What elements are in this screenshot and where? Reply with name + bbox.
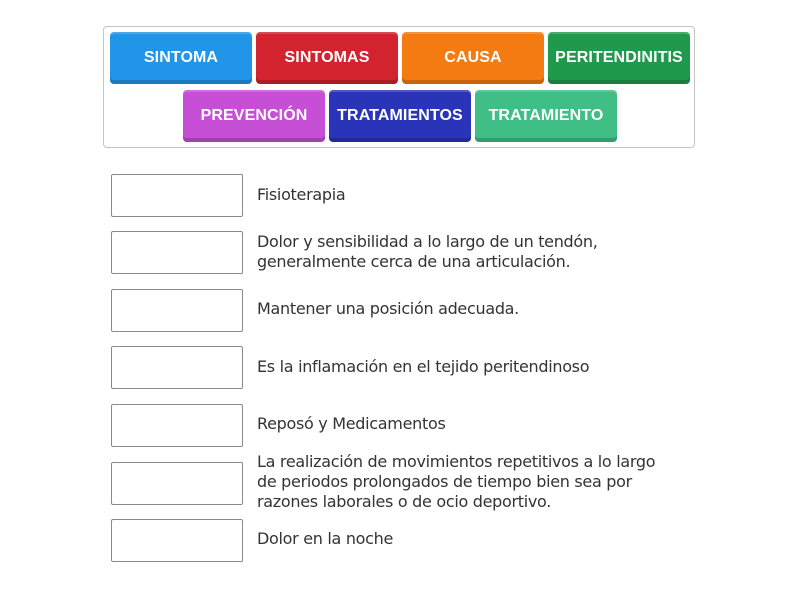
chip-peritendinitis[interactable]: PERITENDINITIS: [548, 32, 690, 84]
chip-tratamientos[interactable]: TRATAMIENTOS: [329, 90, 471, 142]
item-text-4: Es la inflamación en el tejido peritendinoso: [257, 357, 590, 376]
drop-zone-7[interactable]: [111, 519, 243, 562]
drop-zone-1[interactable]: [111, 174, 243, 217]
drop-zone-5[interactable]: [111, 404, 243, 447]
chip-sintomas[interactable]: SINTOMAS: [256, 32, 398, 84]
item-text-5: Reposó y Medicamentos: [257, 414, 446, 433]
chip-tratamiento[interactable]: TRATAMIENTO: [475, 90, 617, 142]
drop-zone-4[interactable]: [111, 346, 243, 389]
item-text-3: Mantener una posición adecuada.: [257, 299, 519, 318]
item-text-2: Dolor y sensibilidad a lo largo de un tendón, generalmente cerca de una articulación.: [257, 232, 598, 271]
item-text-6: La realización de movimientos repetitivos a lo largo de periodos prolongados de tiempo bien sea por razones laborales o de ocio deportivo.: [257, 452, 656, 511]
drop-zone-6[interactable]: [111, 462, 243, 505]
drop-zone-2[interactable]: [111, 231, 243, 274]
drop-zone-3[interactable]: [111, 289, 243, 332]
chip-prevencion[interactable]: PREVENCIÓN: [183, 90, 325, 142]
chip-causa[interactable]: CAUSA: [402, 32, 544, 84]
item-text-7: Dolor en la noche: [257, 529, 394, 548]
chip-sintoma[interactable]: SINTOMA: [110, 32, 252, 84]
item-text-1: Fisioterapia: [257, 185, 346, 204]
